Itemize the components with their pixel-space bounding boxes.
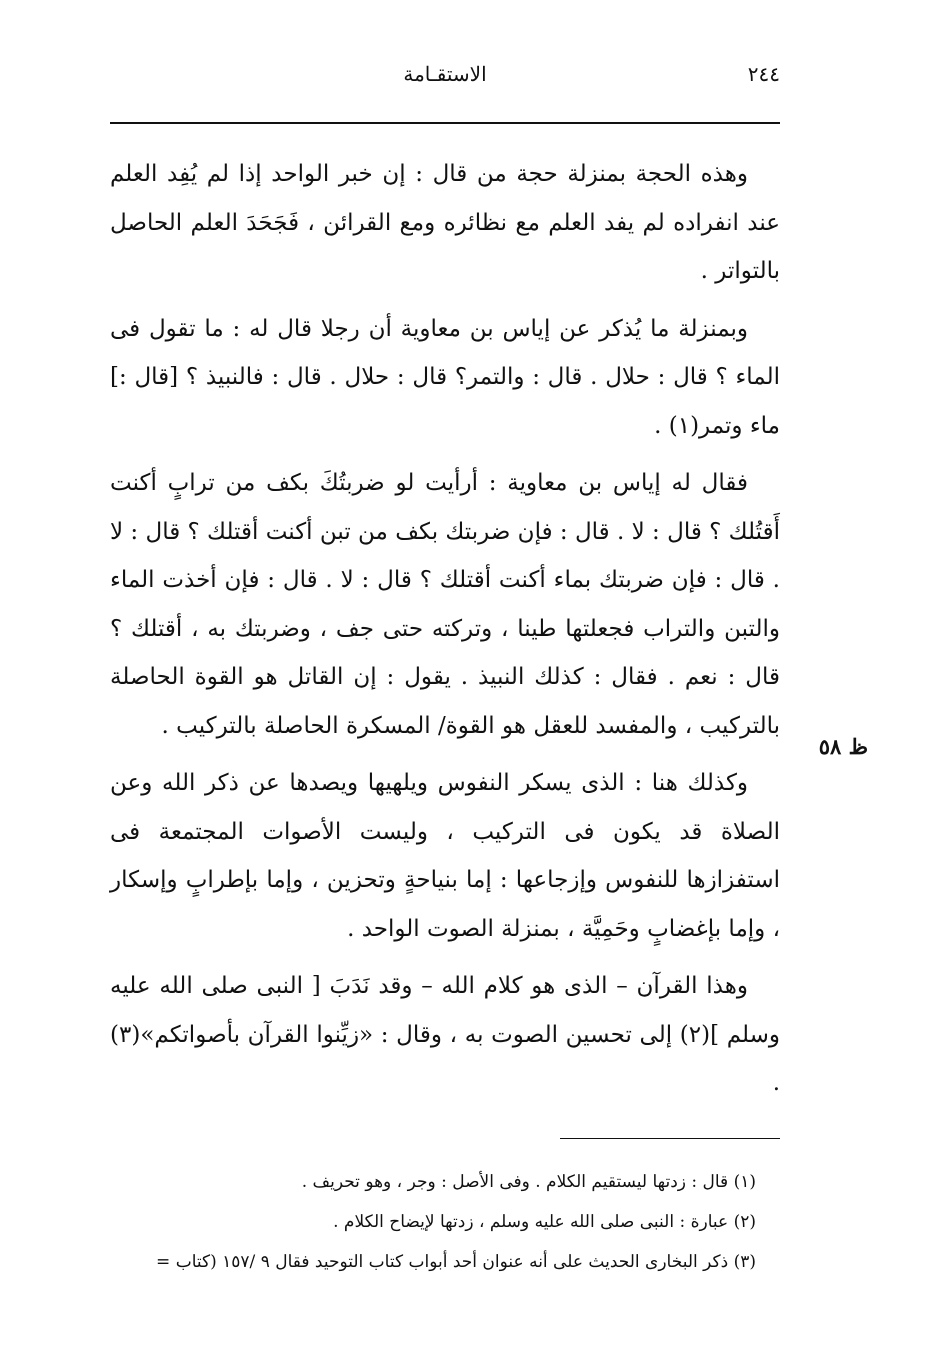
footnote: (١) قال : زدتها ليستقيم الكلام . وفى الأصل : وجر ، وهو تحريف . [301, 1172, 756, 1192]
paragraph: وكذلك هنا : الذى يسكر النفوس ويلهيها ويصدها عن ذكر الله وعن الصلاة قد يكون فى التركيب ، وليست الأصوات المجتمعة فى استفزازها للنفوس وإزجاعها : إما بنياحةٍ وتحزين ، وإما بإطرابٍ وإسكار ، وإما بإغضابٍ وحَمِيَّة ، بمنزلة الصوت الواحد . [110, 770, 780, 942]
header-divider [110, 122, 780, 124]
body-text [110, 150, 780, 1117]
paragraph: وبمنزلة ما يُذكر عن إياس بن معاوية أن رجلا قال له : ما تقول فى الماء ؟ قال : حلال . قال : والتمر؟ قال : حلال . قال : فالنبيذ ؟ [قال :] ماء وتمر(١) . [110, 315, 780, 439]
paragraph: فقال له إياس بن معاوية : أرأيت لو ضربتُكَ بكف من ترابٍ أكنت أَقتُلك ؟ قال : لا . قال : فإن ضربتك بكف من تبن أكنت أقتلك ؟ قال : لا . قال : فإن ضربتك بماء أكنت أقتلك ؟ قال : لا . قال : فإن أخذت الماء والتبن والتراب فجعلتها طينا ، وتركته حتى جف ، وضربتك به ، أقتلك ؟ قال : نعم . فقال : كذلك النبيذ . يقول : إن القاتل هو القوة الحاصلة بالتركيب ، والمفسد للعقل هو القوة/ المسكرة الحاصلة بالتركيب . [110, 470, 780, 739]
page-header [110, 62, 780, 102]
footnotes [90, 1162, 780, 1282]
footnote: (٢) عبارة : النبى صلى الله عليه وسلم ، زدتها لإيضاح الكلام . [333, 1212, 756, 1232]
footnote: (٣) ذكر البخارى الحديث على أنه عنوان أحد أبواب كتاب التوحيد فقال ٩ /١٥٧ (كتاب = [156, 1252, 756, 1272]
paragraph: وهذه الحجة بمنزلة حجة من قال : إن خبر الواحد إذا لم يُفِد العلم عند انفراده لم يفد العلم مع نظائره ومع القرائن ، فَجَحَدَ العلم الحاصل بالتواتر . [110, 161, 780, 284]
manuscript-folio-marker: ظ ٥٨ [818, 734, 868, 759]
paragraph: وهذا القرآن – الذى هو كلام الله – وقد نَدَبَ [ النبى صلى الله عليه وسلم ](٢) إلى تحسين الصوت به ، وقال : «زيِّنوا القرآن بأصواتكم»(٣) . [110, 973, 780, 1096]
footnote-divider [560, 1138, 780, 1139]
running-title: الاستقـامة [403, 62, 487, 86]
page-number: ٢٤٤ [747, 62, 780, 86]
